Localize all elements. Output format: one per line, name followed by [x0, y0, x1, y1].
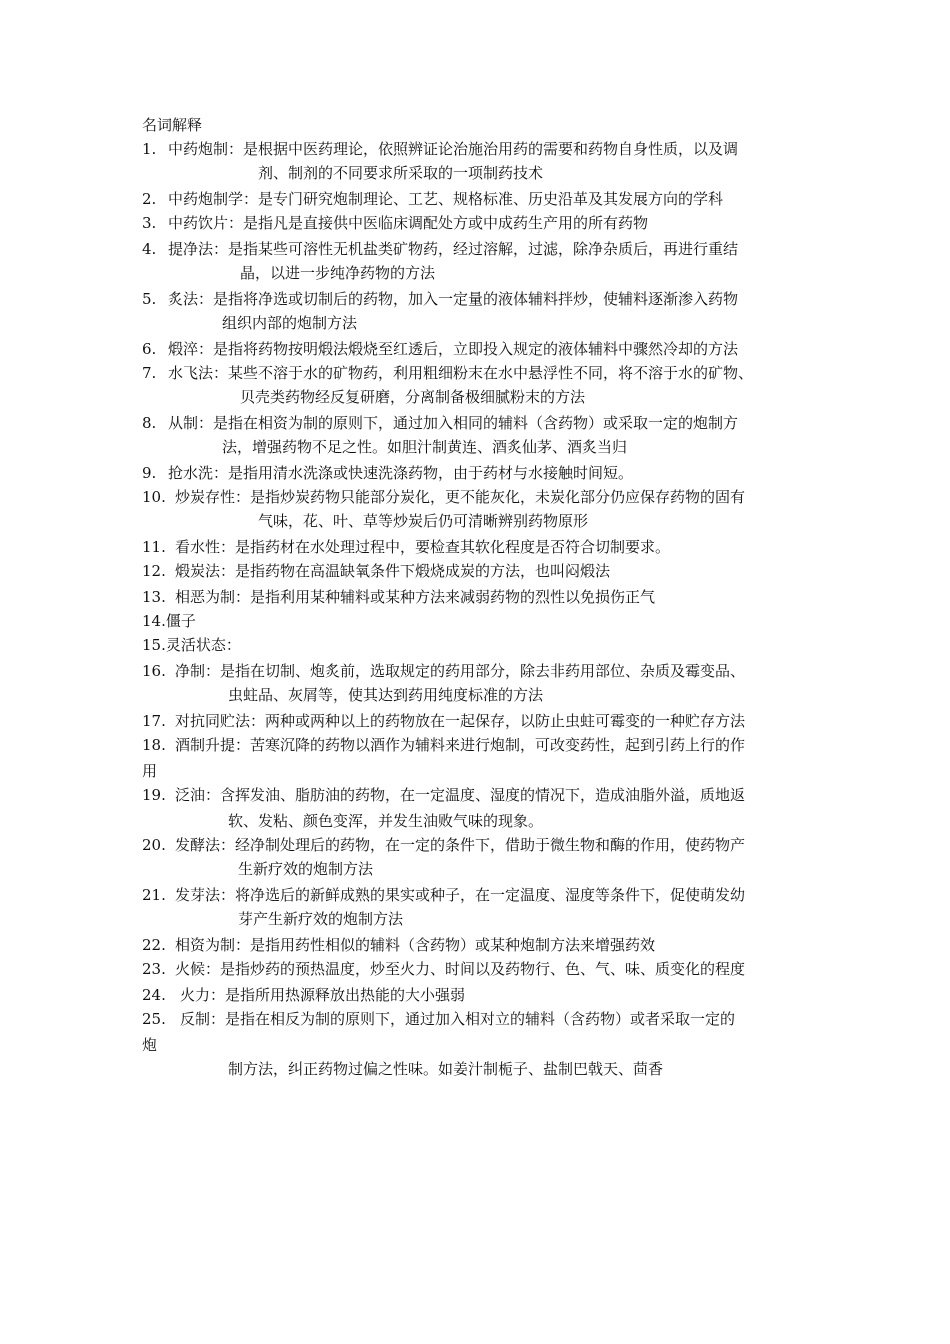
item-text: 煅淬：是指将药物按明煅法煅烧至红透后，立即投入规定的液体辅料中骤然冷却的方法 [168, 340, 739, 358]
page-title: 名词解释 [142, 116, 203, 134]
definition-line [142, 683, 543, 707]
item-number: 3. [142, 214, 157, 232]
item-text: 气味，花、叶、草等炒炭后仍可清晰辨别药物原形 [258, 512, 589, 530]
item-number: 24. [142, 986, 166, 1004]
item-text: 火候：是指炒药的预热温度，炒至火力、时间以及药物行、色、气、味、质变化的程度 [175, 960, 746, 978]
definition-line [142, 535, 670, 559]
item-text: 中药炮制：是根据中医药理论，依照辨证论治施治用药的需要和药物自身性质，以及调 [168, 140, 739, 158]
definition-line [142, 559, 610, 583]
definition-line [142, 633, 241, 657]
item-number: 18. [142, 736, 166, 754]
item-text: 提净法：是指某些可溶性无机盐类矿物药，经过溶解，过滤，除净杂质后，再进行重结 [168, 240, 739, 258]
definition-line [142, 907, 403, 931]
item-text: 相恶为制：是指利用某种辅料或某种方法来减弱药物的烈性以免损伤正气 [175, 588, 656, 606]
definition-line [142, 783, 745, 807]
item-number: 9. [142, 464, 157, 482]
item-number: 5. [142, 290, 157, 308]
item-text: 发芽法：将净选后的新鲜成熟的果实或种子，在一定温度、湿度等条件下，促使萌发幼 [175, 886, 746, 904]
item-text: 对抗同贮法：两种或两种以上的药物放在一起保存，以防止虫蛀可霉变的一种贮存方法 [175, 712, 746, 730]
definition-line [142, 461, 633, 485]
item-text: 酒制升提：苦寒沉降的药物以酒作为辅料来进行炮制，可改变药性，起到引药上行的作 [175, 736, 746, 754]
item-text: 虫蛀品、灰屑等，使其达到药用纯度标准的方法 [228, 686, 544, 704]
item-text: 贝壳类药物经反复研磨，分离制备极细腻粉末的方法 [240, 388, 586, 406]
definition-line [142, 211, 648, 235]
definition-line [142, 485, 745, 509]
item-number: 13. [142, 588, 166, 606]
item-text: 剂、制剂的不同要求所采取的一项制药技术 [258, 164, 544, 182]
item-number: 17. [142, 712, 166, 730]
item-number: 4. [142, 240, 157, 258]
item-text: 看水性：是指药材在水处理过程中，要检查其软化程度是否符合切制要求。 [175, 538, 671, 556]
definition-line [142, 609, 196, 633]
item-text: 组织内部的炮制方法 [222, 314, 358, 332]
item-number: 1. [142, 140, 157, 158]
definition-line [142, 287, 738, 311]
definition-line [142, 337, 738, 361]
item-number: 25. [142, 1010, 166, 1028]
definition-line [142, 659, 745, 683]
definition-line [142, 509, 588, 533]
item-number: 2. [142, 190, 157, 208]
item-number: 19. [142, 786, 166, 804]
definition-line [142, 187, 723, 211]
item-number: 21. [142, 886, 166, 904]
item-text: 制方法，纠正药物过偏之性味。如姜汁制栀子、盐制巴戟天、茴香 [228, 1060, 664, 1078]
item-text: 14.僵子 [142, 612, 196, 630]
item-text: 晶，以进一步纯净药物的方法 [240, 264, 436, 282]
item-text: 生新疗效的炮制方法 [238, 860, 374, 878]
item-text: 15.灵活状态： [142, 636, 241, 654]
definition-line [142, 161, 543, 185]
definition-line [142, 883, 745, 907]
item-text: 抢水洗：是指用清水洗涤或快速洗涤药物，由于药材与水接触时间短。 [168, 464, 634, 482]
definition-line [142, 137, 738, 161]
item-number: 11. [142, 538, 166, 556]
item-number: 7. [142, 364, 157, 382]
item-number: 23. [142, 960, 166, 978]
item-text: 炒炭存性：是指炒炭药物只能部分炭化，更不能灰化，未炭化部分仍应保存药物的固有 [175, 488, 746, 506]
item-text: 净制：是指在切制、炮炙前，选取规定的药用部分，除去非药用部位、杂质及霉变品、 [175, 662, 746, 680]
item-number: 8. [142, 414, 157, 432]
definition-line [142, 435, 627, 459]
definition-line [142, 759, 157, 783]
item-text: 水飞法：某些不溶于水的矿物药，利用粗细粉末在水中悬浮性不同，将不溶于水的矿物、 [168, 364, 754, 382]
definition-line [142, 833, 745, 857]
item-text: 软、发粘、颜色变浑，并发生油败气味的现象。 [228, 812, 544, 830]
item-text: 煅炭法：是指药物在高温缺氧条件下煅烧成炭的方法，也叫闷煅法 [175, 562, 611, 580]
item-text: 中药饮片：是指凡是直接供中医临床调配处方或中成药生产用的所有药物 [168, 214, 649, 232]
item-number: 16. [142, 662, 166, 680]
item-text: 火力：是指所用热源释放出热能的大小强弱 [180, 986, 466, 1004]
item-number: 10. [142, 488, 166, 506]
definition-line [142, 361, 753, 385]
definition-line [142, 957, 745, 981]
definition-line [142, 1007, 735, 1031]
item-number: 6. [142, 340, 157, 358]
item-text: 芽产生新疗效的炮制方法 [238, 910, 404, 928]
item-text: 炙法：是指将净选或切制后的药物，加入一定量的液体辅料拌炒，使辅料逐渐渗入药物 [168, 290, 739, 308]
definition-line [142, 385, 585, 409]
definition-line [142, 809, 543, 833]
item-text: 中药炮制学：是专门研究炮制理论、工艺、规格标准、历史沿革及其发展方向的学科 [168, 190, 724, 208]
definition-line [142, 237, 738, 261]
definition-line [142, 261, 435, 285]
item-text: 法，增强药物不足之性。如胆汁制黄连、酒炙仙茅、酒炙当归 [222, 438, 628, 456]
definition-line [142, 311, 357, 335]
definition-line [142, 1057, 663, 1081]
item-text: 从制：是指在相资为制的原则下，通过加入相同的辅料（含药物）或采取一定的炮制方 [168, 414, 739, 432]
definition-line [142, 585, 655, 609]
item-number: 12. [142, 562, 166, 580]
item-number: 22. [142, 936, 166, 954]
item-text: 发酵法：经净制处理后的药物，在一定的条件下，借助于微生物和酶的作用，使药物产 [175, 836, 746, 854]
item-text: 反制：是指在相反为制的原则下，通过加入相对立的辅料（含药物）或者采取一定的 [180, 1010, 736, 1028]
definition-line [142, 933, 655, 957]
item-text: 炮 [142, 1036, 158, 1054]
item-text: 用 [142, 762, 158, 780]
item-text: 泛油：含挥发油、脂肪油的药物，在一定温度、湿度的情况下，造成油脂外溢，质地返 [175, 786, 746, 804]
definition-line [142, 733, 745, 757]
definition-line [142, 709, 745, 733]
item-number: 20. [142, 836, 166, 854]
item-text: 相资为制：是指用药性相似的辅料（含药物）或某种炮制方法来增强药效 [175, 936, 656, 954]
definition-line [142, 983, 465, 1007]
definition-line [142, 411, 738, 435]
definition-line [142, 1033, 157, 1057]
definition-line [142, 857, 373, 881]
